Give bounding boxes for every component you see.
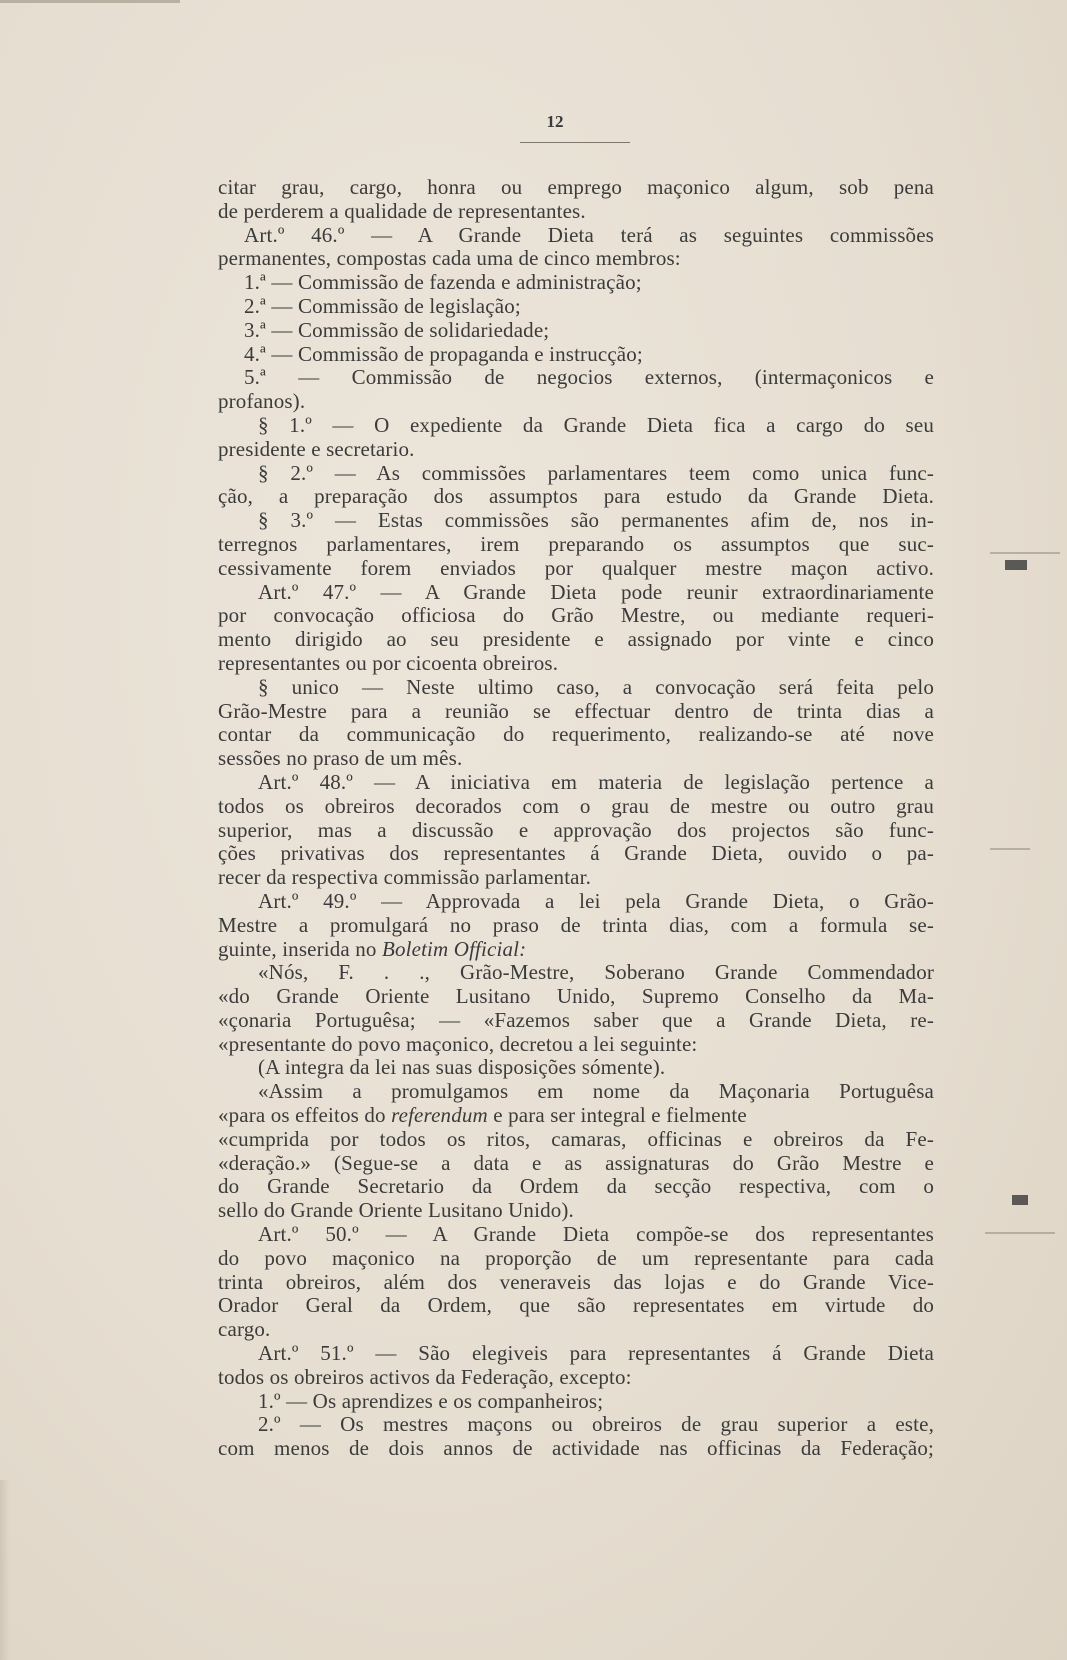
text-line <box>218 366 934 390</box>
text-line <box>218 485 934 509</box>
text-line-content: 2.º — Os mestres maçons ou obreiros de grau superior a este, <box>258 1413 934 1437</box>
text-line-content: «presentante do povo maçonico, decretou a lei seguinte: <box>218 1032 698 1056</box>
text-line-content: cargo. <box>218 1318 271 1342</box>
text-line-content: superior, mas a discussão e approvação dos projectos são func- <box>218 818 934 842</box>
text-line-content: «Nós, F. . ., Grão-Mestre, Soberano Grande Commendador <box>258 961 934 985</box>
text-line <box>218 557 934 581</box>
text-line-content: 1.º — Os aprendizes e os companheiros; <box>258 1389 604 1413</box>
margin-mark <box>985 1232 1055 1234</box>
text-line <box>218 1342 934 1366</box>
text-line <box>218 533 934 557</box>
text-line-content: recer da respectiva commissão parlamentar. <box>218 866 592 890</box>
italic-text: Boletim Official: <box>381 937 527 961</box>
text-line-content: citar grau, cargo, honra ou emprego maçonico algum, sob pena <box>218 176 934 199</box>
text-line <box>218 938 934 962</box>
text-line <box>218 414 934 438</box>
text-line <box>218 581 934 605</box>
page-number-rule <box>520 142 630 143</box>
text-line-content: 5.ª — Commissão de negocios externos, (intermaçonicos e <box>244 366 934 390</box>
text-line <box>218 1437 934 1461</box>
text-line-content: 2.ª — Commissão de legislação; <box>244 294 521 318</box>
text-line-content: representantes ou por cicoenta obreiros. <box>218 651 559 675</box>
margin-mark <box>990 552 1060 554</box>
text-line <box>218 628 934 652</box>
text-line-content: mento dirigido ao seu presidente e assignado por vinte e cinco <box>218 628 934 652</box>
text-line <box>218 1413 934 1437</box>
text-line-content: «para os effeitos do <box>218 1104 386 1128</box>
text-line-content: 1.ª — Commissão de fazenda e administração; <box>244 271 642 295</box>
text-line-content: sessões no praso de um mês. <box>218 747 463 771</box>
text-line <box>218 438 934 462</box>
top-edge-rule <box>0 0 180 3</box>
text-line-content: do povo maçonico na proporção de um representante para cada <box>218 1246 934 1270</box>
text-line-content: 3.ª — Commissão de solidariedade; <box>244 318 550 342</box>
text-line-content: com menos de dois annos de actividade nas officinas da Federação; <box>218 1437 934 1461</box>
text-line-content: todos os obreiros decorados com o grau de mestre ou outro grau <box>218 794 934 818</box>
text-line <box>218 295 934 319</box>
text-line <box>218 1247 934 1271</box>
text-line <box>218 271 934 295</box>
text-line <box>218 1033 934 1057</box>
text-line-content: Grão-Mestre para a reunião se effectuar dentro de trinta dias a <box>218 699 934 723</box>
text-line-content: de perderem a qualidade de representantes. <box>218 199 586 223</box>
text-line-content: § 3.º — Estas commissões são permanentes afim de, nos in- <box>258 509 934 533</box>
text-line-content: «çonaria Portuguêsa; — «Fazemos saber que a Grande Dieta, re- <box>218 1008 934 1032</box>
text-line-content: sello do Grande Oriente Lusitano Unido). <box>218 1199 574 1223</box>
text-line-content: Mestre a promulgará no praso de trinta dias, com a formula se- <box>218 913 934 937</box>
text-line <box>218 1128 934 1152</box>
text-line-content: «cumprida por todos os ritos, camaras, officinas e obreiros da Fe- <box>218 1127 934 1151</box>
text-line <box>218 343 934 367</box>
text-line-content: presidente e secretario. <box>218 437 415 461</box>
text-line-content: 4.ª — Commissão de propaganda e instrucção; <box>244 342 643 366</box>
text-line <box>218 462 934 486</box>
text-line <box>218 390 934 414</box>
margin-mark <box>1005 560 1027 570</box>
text-line <box>218 1294 934 1318</box>
text-line <box>218 1390 934 1414</box>
text-line-content: trinta obreiros, além dos veneraveis das lojas e do Grande Vice- <box>218 1270 934 1294</box>
text-line <box>218 795 934 819</box>
margin-mark <box>990 848 1030 850</box>
text-line-content: § unico — Neste ultimo caso, a convocação será feita pelo <box>258 675 934 699</box>
text-line <box>218 842 934 866</box>
page-number: 12 <box>546 112 564 131</box>
text-line <box>218 1056 934 1080</box>
text-line-continuation: e para ser integral e fielmente <box>493 1104 747 1128</box>
text-line <box>218 747 934 771</box>
text-line-content: Orador Geral da Ordem, que são representates em virtude do <box>218 1294 934 1318</box>
text-line-content: guinte, inserida no <box>218 937 377 961</box>
text-line <box>218 1175 934 1199</box>
text-line <box>218 985 934 1009</box>
text-line <box>218 1271 934 1295</box>
text-line-content: Art.º 49.º — Approvada a lei pela Grande Dieta, o Grão- <box>258 889 934 913</box>
text-line <box>218 652 934 676</box>
text-line <box>218 1199 934 1223</box>
text-line-content: «deração.» (Segue-se a data e as assignaturas do Grão Mestre e <box>218 1151 934 1175</box>
italic-text: referendum <box>391 1104 488 1128</box>
text-line <box>218 200 934 224</box>
text-line <box>218 866 934 890</box>
text-line <box>218 1223 934 1247</box>
text-line <box>218 676 934 700</box>
text-line-content: cessivamente forem enviados por qualquer mestre maçon activo. <box>218 556 934 580</box>
text-line <box>218 604 934 628</box>
text-line-content: terregnos parlamentares, irem preparando os assumptos que suc- <box>218 532 934 556</box>
text-line <box>218 771 934 795</box>
text-line-content: contar da communicação do requerimento, realizando-se até nove <box>218 723 934 747</box>
text-line-content: § 2.º — As commissões parlamentares teem como unica func- <box>258 461 934 485</box>
text-line <box>218 723 934 747</box>
text-line-content: Art.º 48.º — A iniciativa em materia de legislação pertence a <box>258 770 934 794</box>
text-line-content: § 1.º — O expediente da Grande Dieta fica a cargo do seu <box>258 413 934 437</box>
text-line <box>218 1366 934 1390</box>
text-line <box>218 1152 934 1176</box>
text-line <box>218 914 934 938</box>
text-line <box>218 961 934 985</box>
text-line-content: profanos). <box>218 390 306 414</box>
text-line <box>218 509 934 533</box>
text-line-content: permanentes, compostas cada uma de cinco membros: <box>218 247 681 271</box>
text-line-content: «Assim a promulgamos em nome da Maçonaria Portuguêsa <box>258 1080 934 1104</box>
body-text <box>218 176 934 1461</box>
text-line <box>218 176 934 200</box>
text-line <box>218 890 934 914</box>
text-line <box>218 1080 934 1104</box>
text-line <box>218 819 934 843</box>
left-edge-shadow <box>0 1480 10 1660</box>
text-line-content: do Grande Secretario da Ordem da secção respectiva, com o <box>218 1175 934 1199</box>
text-line <box>218 1318 934 1342</box>
text-line-content: Art.º 46.º — A Grande Dieta terá as seguintes commissões <box>244 223 934 247</box>
text-line-content: «do Grande Oriente Lusitano Unido, Supremo Conselho da Ma- <box>218 985 934 1009</box>
text-line <box>218 224 934 248</box>
text-line-content: ções privativas dos representantes á Grande Dieta, ouvido o pa- <box>218 842 934 866</box>
text-line-content: ção, a preparação dos assumptos para estudo da Grande Dieta. <box>218 485 934 509</box>
margin-mark <box>1012 1195 1028 1205</box>
text-line <box>218 700 934 724</box>
text-line <box>218 1009 934 1033</box>
text-line-content: (A integra da lei nas suas disposições sómente). <box>258 1056 666 1080</box>
text-line <box>218 1104 934 1128</box>
text-line-content: Art.º 50.º — A Grande Dieta compõe-se dos representantes <box>258 1223 934 1247</box>
text-line <box>218 247 934 271</box>
text-line-content: por convocação officiosa do Grão Mestre, ou mediante requeri- <box>218 604 934 628</box>
text-line-content: Art.º 51.º — São elegiveis para representantes á Grande Dieta <box>258 1342 934 1366</box>
text-line <box>218 319 934 343</box>
text-line-content: Art.º 47.º — A Grande Dieta pode reunir extraordinariamente <box>258 580 934 604</box>
text-line-content: todos os obreiros activos da Federação, excepto: <box>218 1365 632 1389</box>
